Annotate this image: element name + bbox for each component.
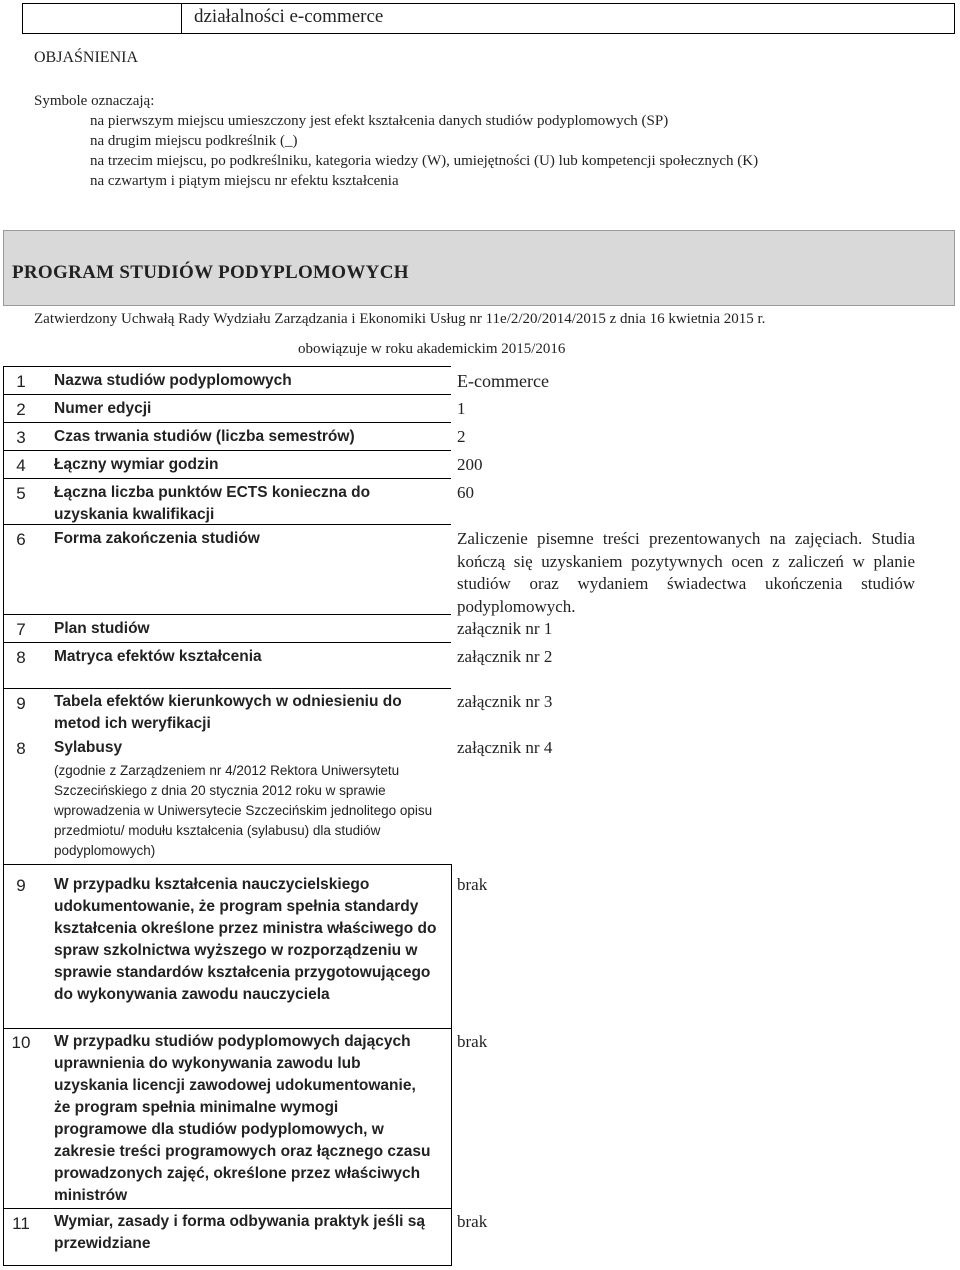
table-rule: [3, 614, 451, 615]
table-column-divider: [451, 864, 452, 1266]
symbols-title: Symbole oznaczają:: [34, 93, 155, 109]
row-value: załącznik nr 4: [457, 738, 553, 757]
row-note: (zgodnie z Zarządzeniem nr 4/2012 Rektora Uniwersytetu Szczecińskiego z dnia 20 stycznia 2012 roku w sprawie wprowadzenia w Uniwersytecie Szczecińskim jednolitego opisu przedmiotu/ modułu kształcenia (sylabusu) dla studiów podyplomowych): [54, 763, 433, 858]
row-value: załącznik nr 3: [457, 692, 553, 711]
row-label: W przypadku kształcenia nauczycielskiego udokumentowanie, że program spełnia standardy kształcenia określone przez ministra właściwego do spraw szkolnictwa wyższego w rozporządzeniu w sprawie standardów kształcenia przygotowującego do wykonywania zawodu nauczyciela: [54, 876, 437, 1003]
row-label: Łączny wymiar godzin: [54, 456, 219, 473]
top-box-divider: [181, 3, 182, 34]
row-number: 8: [16, 739, 26, 758]
row-label: W przypadku studiów podyplomowych dających uprawnienia do wykonywania zawodu lub uzyskania licencji zawodowej udokumentowanie, że program spełnia minimalne wymogi programowe dla studiów podyplomowych, w zakresie treści programowych oraz łącznego czasu prowadzonych zajęć, określone przez właściwych ministrów: [54, 1033, 431, 1204]
row-number: 6: [16, 530, 26, 549]
row-number: 9: [16, 876, 26, 895]
row-label: Czas trwania studiów (liczba semestrów): [54, 428, 355, 445]
row-label: Forma zakończenia studiów: [54, 530, 260, 547]
row-number: 4: [16, 456, 26, 475]
row-label: Plan studiów: [54, 620, 150, 637]
table-rule: [3, 478, 451, 479]
row-value: Zaliczenie pisemne treści prezentowanych na zajęciach. Studia kończą się uzyskaniem pozytywnych ocen z zaliczeń w planie studiów oraz wydaniem świadectwa ukończenia studiów podyplomowych.: [457, 529, 915, 616]
row-number: 8: [16, 648, 26, 667]
row-value: brak: [457, 1032, 488, 1051]
row-value: załącznik nr 2: [457, 647, 553, 666]
table-rule: [3, 394, 451, 395]
table-rule: [3, 1265, 451, 1266]
row-number: 5: [16, 484, 26, 503]
validity-note: obowiązuje w roku akademickim 2015/2016: [298, 341, 566, 357]
row-label-block: [54, 737, 434, 861]
symbol-line: na czwartym i piątym miejscu nr efektu kształcenia: [90, 173, 399, 189]
row-number: 11: [12, 1214, 30, 1233]
symbol-line: na pierwszym miejscu umieszczony jest efekt kształcenia danych studiów podyplomowych (SP): [90, 113, 669, 129]
approval-note: Zatwierdzony Uchwałą Rady Wydziału Zarządzania i Ekonomiki Usług nr 11e/2/20/2014/2015 z dnia 16 kwietnia 2015 r.: [34, 311, 766, 327]
row-value: 2: [457, 427, 466, 446]
row-number: 10: [11, 1033, 31, 1052]
table-rule: [3, 450, 451, 451]
table-rule: [3, 688, 451, 689]
table-rule: [3, 1208, 451, 1209]
program-title: PROGRAM STUDIÓW PODYPLOMOWYCH: [12, 262, 409, 283]
row-number: 2: [16, 400, 26, 419]
top-box-text: działalności e-commerce: [194, 6, 384, 27]
explanations-title: OBJAŚNIENIA: [34, 49, 138, 66]
row-number: 7: [16, 620, 26, 639]
row-label: Nazwa studiów podyplomowych: [54, 372, 292, 389]
row-value: załącznik nr 1: [457, 619, 553, 638]
row-value: brak: [457, 1212, 488, 1231]
row-label: Łączna liczba punktów ECTS konieczna do uzyskania kwalifikacji: [54, 484, 371, 523]
table-rule: [3, 422, 451, 423]
row-label: Tabela efektów kierunkowych w odniesieniu do metod ich weryfikacji: [54, 693, 402, 732]
row-label: Wymiar, zasady i forma odbywania praktyk jeśli są przewidziane: [54, 1213, 426, 1252]
row-label: Numer edycji: [54, 400, 152, 417]
top-title-box: [22, 3, 955, 34]
row-value: E-commerce: [457, 371, 549, 391]
symbol-line: na trzecim miejscu, po podkreślniku, kategoria wiedzy (W), umiejętności (U) lub kompetencji społecznych (K): [90, 153, 759, 169]
row-value: 200: [457, 455, 483, 474]
table-rule: [3, 642, 451, 643]
table-rule: [3, 864, 451, 865]
row-value: 1: [457, 399, 466, 418]
row-label: Matryca efektów kształcenia: [54, 648, 262, 665]
table-rule: [3, 1028, 451, 1029]
row-number: 1: [16, 372, 26, 391]
row-number: 9: [16, 694, 26, 713]
table-rule: [3, 366, 451, 367]
row-value: 60: [457, 483, 474, 502]
row-number: 3: [16, 428, 26, 447]
symbol-line: na drugim miejscu podkreślnik (_): [90, 133, 298, 149]
row-value: brak: [457, 875, 488, 894]
row-label: Sylabusy: [54, 739, 123, 756]
